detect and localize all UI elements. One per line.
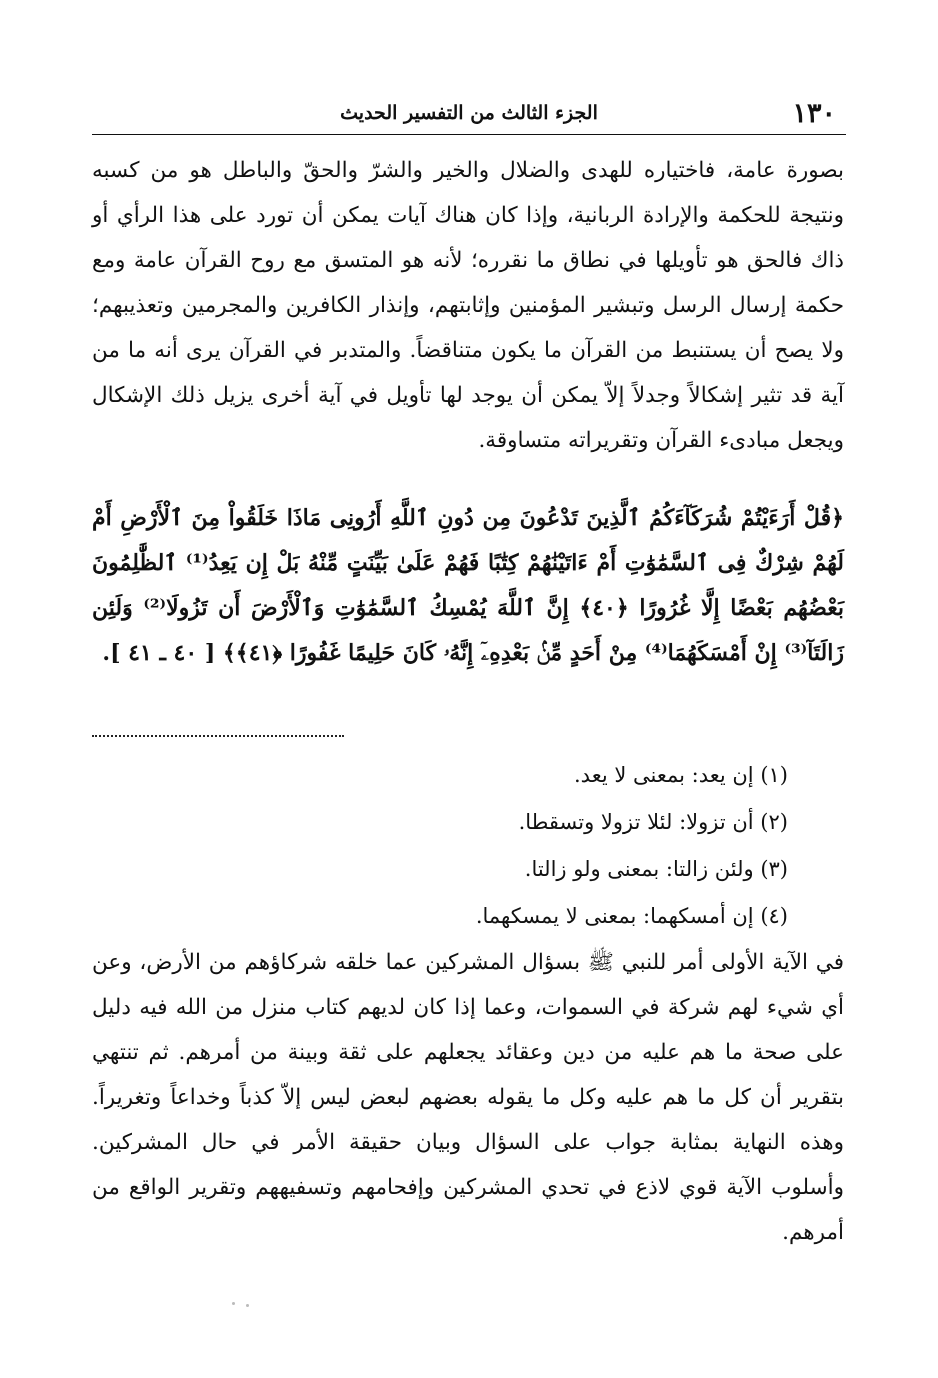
footnote-1: (١) إن يعد: بمعنى لا يعد.: [574, 763, 788, 787]
footnote-4: (٤) إن أمسكهما: بمعنى لا يمسكهما.: [475, 904, 788, 928]
running-title: الجزء الثالث من التفسير الحديث: [340, 102, 598, 124]
commentary-paragraph-2: في الآية الأولى أمر للنبي ﷺ بسؤال المشركين عما خلقه شركاؤهم من الأرض، وعن أي شيء لهم شركة في السموات، وعما إذا كان لديهم كتاب منزل من الله فيه دليل على صحة ما هم عليه من دين وعقائد يجعلهم على ثقة وبينة من أمرهم. ثم تنتهي بتقرير أن كل ما هم عليه وكل ما يقوله بعضهم لبعض ليس إلاّ كذباً وخداعاً وتغريراً. وهذه النهاية بمثابة جواب على السؤال وبيان حقيقة الأمر في حال المشركين. وأسلوب الآية قوي لاذع في تحدي المشركين وإفحامهم وتسفيههم وتقرير الواقع من أمرهم.: [92, 950, 844, 1245]
commentary-paragraph-1: بصورة عامة، فاختياره للهدى والضلال والخير والشرّ والحقّ والباطل هو من كسبه ونتيجة للحكمة والإرادة الربانية، وإذا كان هناك آيات يمكن أن تورد على هذا الرأي أو ذاك فالحق هو تأويلها في نطاق ما نقرره؛ لأنه هو المتسق مع روح القرآن عامة ومع حكمة إرسال الرسل وتبشير المؤمنين وإثابتهم، وإنذار الكافرين والمجرمين وتعذيبهم؛ ولا يصح أن يستنبط من القرآن ما يكون متناقضاً. والمتدبر في القرآن يرى أنه ما من آية قد تثير إشكالاً وجدلاً إلاّ يمكن أن يوجد لها تأويل في آية أخرى يزيل ذلك الإشكال ويجعل مبادىء القرآن وتقريراته متساوقة.: [92, 158, 844, 453]
scan-speck: [232, 1302, 235, 1305]
footnote-3: (٣) ولئن زالتا: بمعنى ولو زالتا.: [524, 857, 788, 881]
page-header: [92, 94, 846, 135]
page-number: ١٣٠: [792, 98, 836, 129]
footnote-2: (٢) أن تزولا: لئلا تزولا وتسقطا.: [518, 810, 788, 834]
quran-verses: ﴿قُلْ أَرَءَيْتُمْ شُرَكَآءَكُمُ ٱلَّذِينَ تَدْعُونَ مِن دُونِ ٱللَّهِ أَرُونِى مَاذَا خَلَقُواْ مِنَ ٱلْأَرْضِ أَمْ لَهُمْ شِرْكٌ فِى ٱلسَّمَٰوَٰتِ أَمْ ءَاتَيْنَٰهُمْ كِتَٰبًا فَهُمْ عَلَىٰ بَيِّنَتٍ مِّنْهُ بَلْ إِن يَعِدُ⁽¹⁾ ٱلظَّٰلِمُونَ بَعْضُهُم بَعْضًا إِلَّا غُرُورًا ﴿٤٠﴾ إِنَّ ٱللَّهَ يُمْسِكُ ٱلسَّمَٰوَٰتِ وَٱلْأَرْضَ أَن تَزُولَا⁽²⁾ وَلَئِن زَالَتَآ⁽³⁾ إِنْ أَمْسَكَهُمَا⁽⁴⁾ مِنْ أَحَدٍ مِّنۢ بَعْدِهِۦٓ إِنَّهُۥ كَانَ حَلِيمًا غَفُورًا ﴿٤١﴾﴾ [ ٤٠ ـ ٤١ ].: [92, 505, 844, 666]
footnotes-list: [300, 752, 788, 940]
scan-speck: [246, 1304, 249, 1307]
footnote-separator: [92, 735, 344, 737]
